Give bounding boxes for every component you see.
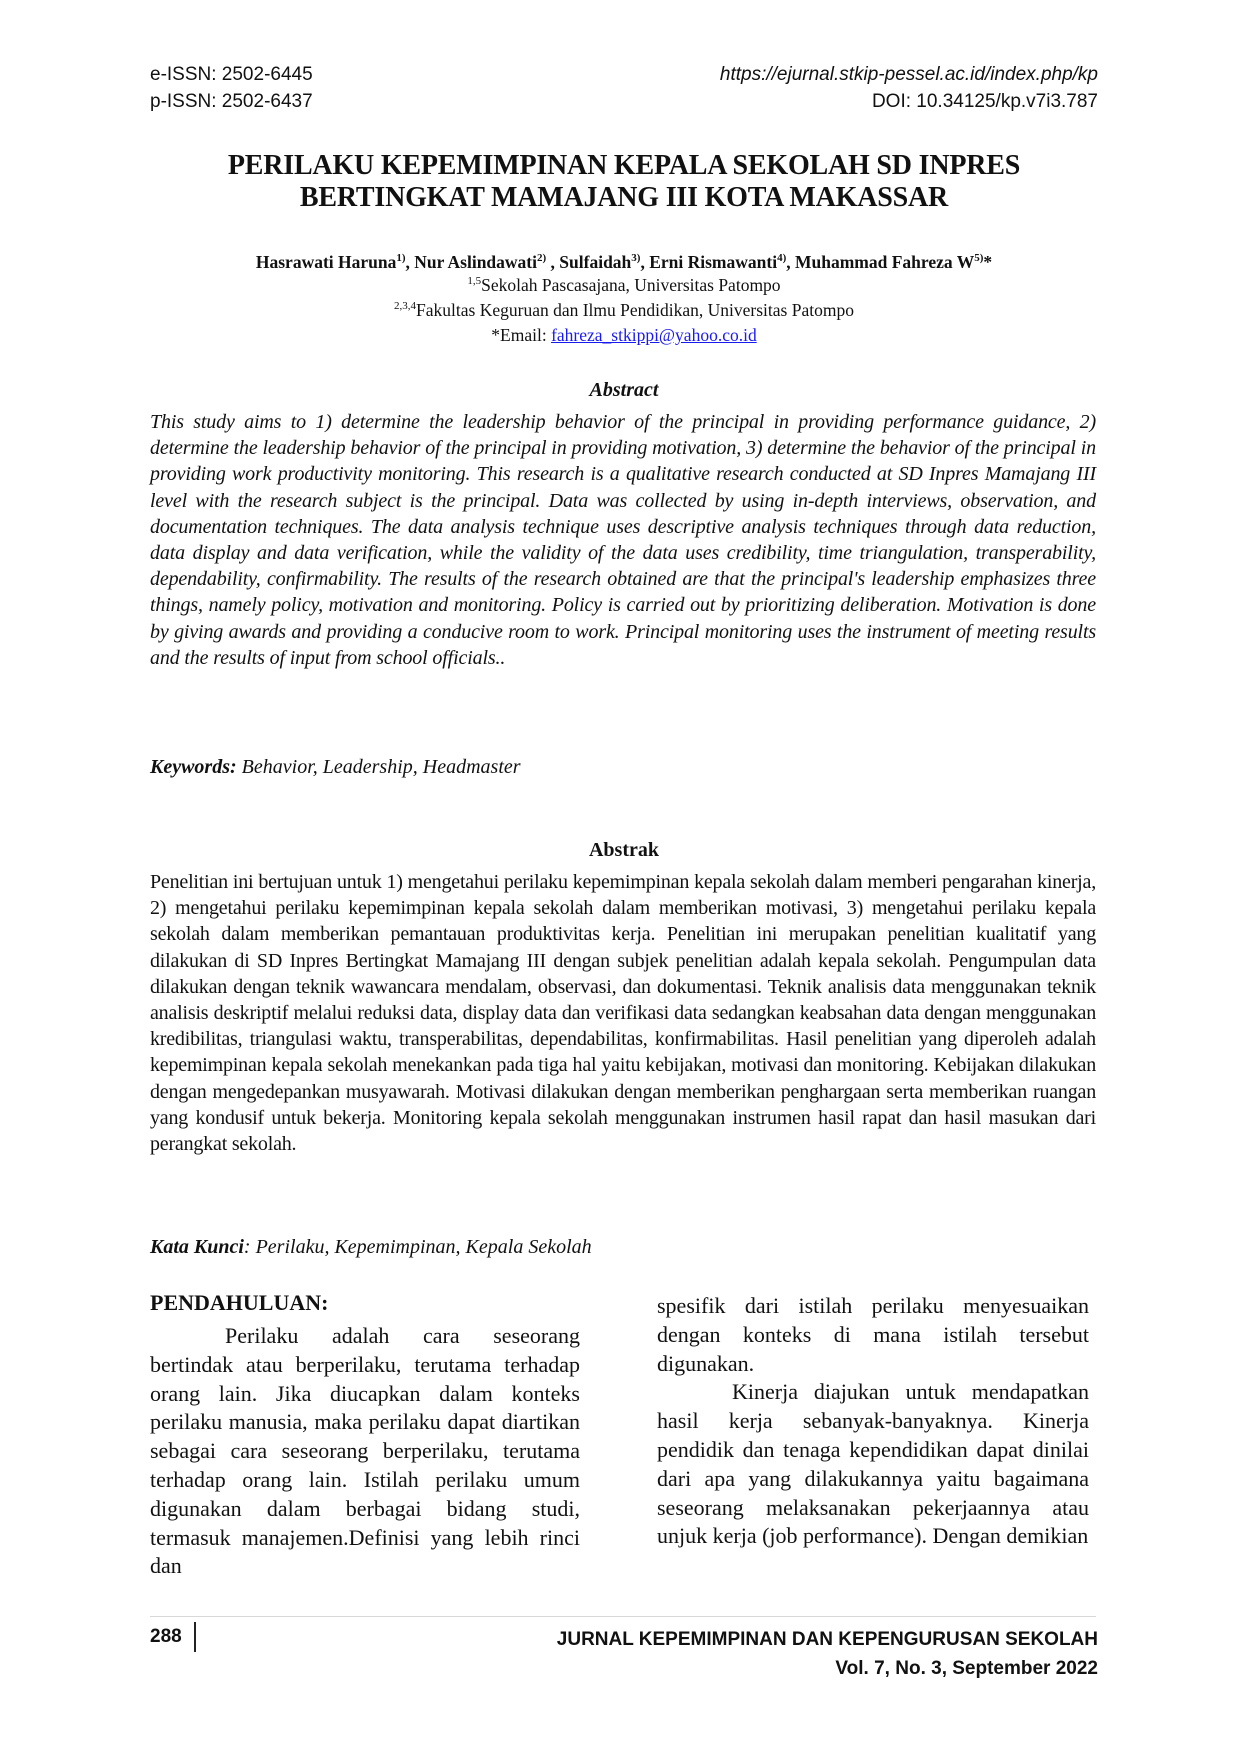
abstract-text-id: Penelitian ini bertujuan untuk 1) mengetahui perilaku kepemimpinan kepala sekolah dalam memberi pengarahan kinerja, 2) mengetahui perilaku kepemimpinan kepala sekolah dalam memberikan motivasi, 3) mengetahui perilaku kepala sekolah dalam memberikan pemantauan produktivitas kerja. Penelitian ini merupakan penelitian kualitatif yang dilakukan di SD Inpres Bertingkat Mamajang III dengan subjek penelitian adalah kepala sekolah. Pengumpulan data dilakukan dengan teknik wawancara mendalam, observasi, dan dokumentasi. Teknik analisis data menggunakan teknik analisis deskriptif melalui reduksi data, display data dan verifikasi data sedangkan keabsahan data dengan menggunakan kredibilitas, triangulasi waktu, transperabilitas, dependabilitas, konfirmabilitas. Hasil penelitian yang diperoleh adalah kepemimpinan kepala sekolah menekankan pada tiga hal yaitu kebijakan, motivasi dan monitoring. Kebijakan dilakukan dengan mengedepankan musyawarah. Motivasi dilakukan dengan memberikan penghargaan serta memberikan ruangan yang kondusif untuk bekerja. Monitoring kepala sekolah menggunakan instrumen hasil rapat dan hasil masukan dari perangkat sekolah. [150, 871, 1096, 1156]
abstract-heading-id: Abstrak [588, 839, 659, 861]
affiliation: $^{2,3,4}$Fakultas Keguruan dan Ilmu Pendidikan, Universitas Patompo [394, 300, 854, 320]
keywords-values: Behavior, Leadership, Headmaster [236, 756, 521, 778]
body-paragraph: spesifik dari istilah perilaku menyesuaikan dengan konteks di mana istilah tersebut digunakan. [657, 1293, 1089, 1376]
abstract-heading-en: Abstract [589, 379, 659, 401]
title-line-2: BERTINGKAT MAMAJANG III KOTA MAKASSAR [299, 182, 949, 213]
email-label: *Email: [491, 325, 552, 345]
journal-url[interactable]: https://ejurnal.stkip-pessel.ac.id/index.php/kp [719, 64, 1098, 85]
doi: DOI: 10.34125/kp.v7i3.787 [871, 91, 1098, 112]
footer-divider [150, 1616, 1096, 1617]
page-number: 288 [150, 1626, 182, 1647]
author: Nur Aslindawati$^{2)}$ , [414, 252, 560, 272]
issn-block [150, 61, 313, 115]
pissn: p-ISSN: 2502-6437 [150, 91, 313, 112]
affiliation: $^{1,5}$Sekolah Pascasajana, Universitas Patompo [467, 275, 781, 295]
eissn: e-ISSN: 2502-6445 [150, 64, 313, 85]
body-paragraph: Kinerja diajukan untuk mendapatkan hasil kerja sebanyak-banyaknya. Kinerja pendidik dan tenaga kependidikan dapat dinilai dari apa yang dilakukannya yaitu bagaimana seseorang melaksanakan pekerjaannya atau unjuk kerja (job performance). Dengan demikian [657, 1379, 1089, 1549]
body-column-right [657, 1292, 1089, 1551]
author-list [150, 251, 1098, 273]
body-column-left [150, 1322, 580, 1581]
keywords-label: Kata Kunci [150, 1236, 244, 1258]
email-link[interactable]: fahreza_stkippi@yahoo.co.id [551, 325, 757, 345]
section-heading: PENDAHULUAN: [150, 1290, 329, 1315]
author: Muhammad Fahreza $W^{5)}*$ [794, 252, 993, 272]
footer-journal [557, 1625, 1098, 1683]
journal-link-block [720, 61, 1098, 115]
keywords-id [150, 1235, 592, 1259]
author: Sulfaidah$^{3)}$, [559, 252, 650, 272]
author: Erni Rismawanti$^{4)}$, [649, 252, 795, 272]
body-paragraph: Perilaku adalah cara seseorang bertindak atau berperilaku, terutama terhadap orang lain. Jika diucapkan dalam konteks perilaku manusia, maka perilaku dapat diartikan sebagai cara seseorang berperilaku, terutama terhadap orang lain. Istilah perilaku umum digunakan dalam berbagai bidang studi, termasuk manajemen.Definisi yang lebih rinci dan [150, 1323, 580, 1579]
keywords-values: : Perilaku, Kepemimpinan, Kepala Sekolah [243, 1236, 592, 1258]
author: Hasrawati Haruna$^{1)}$, [255, 252, 415, 272]
footer-separator [194, 1622, 196, 1652]
email-line [150, 324, 1098, 346]
article-title [150, 150, 1098, 214]
title-line-1: PERILAKU KEPEMIMPINAN KEPALA SEKOLAH SD INPRES [227, 150, 1021, 181]
abstract-text-en: This study aims to 1) determine the leadership behavior of the principal in providing performance guidance, 2) determine the leadership behavior of the principal in providing motivation, 3) determine the behavior of the principal in providing work productivity monitoring. This research is a qualitative research conducted at SD Inpres Mamajang III level with the research subject is the principal. Data was collected by using in-depth interviews, observation, and documentation techniques. The data analysis technique uses descriptive analysis techniques through data reduction, data display and data verification, while the validity of the data uses credibility, time triangulation, transperability, dependability, confirmability. The results of the research obtained are that the principal's leadership emphasizes three things, namely policy, motivation and monitoring. Policy is carried out by prioritizing deliberation. Motivation is done by giving awards and providing a conducive room to work. Principal monitoring uses the instrument of meeting results and the results of input from school officials.. [150, 411, 1096, 669]
keywords-label: Keywords: [150, 756, 237, 778]
keywords-en [150, 755, 521, 779]
journal-name: JURNAL KEPEMIMPINAN DAN KEPENGURUSAN SEKOLAH [556, 1629, 1098, 1650]
journal-issue: Vol. 7, No. 3, September 2022 [835, 1658, 1098, 1679]
